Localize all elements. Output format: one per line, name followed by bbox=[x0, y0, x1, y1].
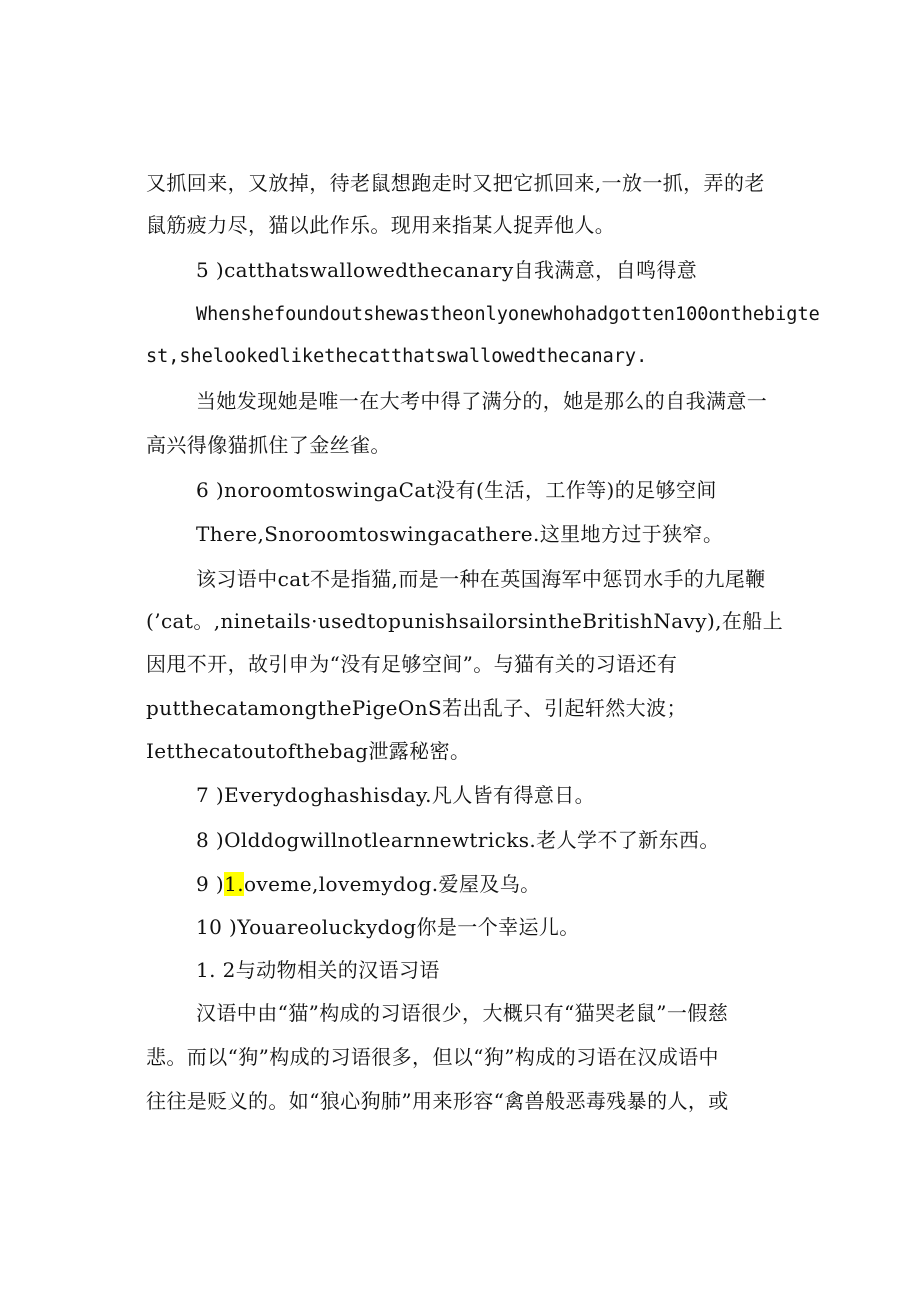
list-item-6: 6 )noroomtoswingaCat没有(生活，工作等)的足够空间 bbox=[196, 478, 717, 502]
text-line: (’cat。,ninetails·usedtopunishsailorsintheBritishNavy),在船上 bbox=[146, 609, 784, 633]
text-line: Ietthecatoutofthebag泄露秘密。 bbox=[146, 739, 471, 763]
translation-line: 当她发现她是唯一在大考中得了满分的，她是那么的自我满意一 bbox=[196, 389, 768, 413]
list-item-7: 7 )Everydoghashisday.凡人皆有得意日。 bbox=[196, 783, 596, 807]
text-line: 因甩不开，故引申为“没有足够空间”。与猫有关的习语还有 bbox=[146, 652, 678, 676]
list-item-number: 9 ) bbox=[196, 872, 225, 896]
list-item-8: 8 )Olddogwillnotlearnnewtricks.老人学不了新东西。 bbox=[196, 828, 720, 852]
text-line: 汉语中由“猫”构成的习语很少，大概只有“猫哭老鼠”一假慈 bbox=[196, 1001, 729, 1025]
list-item-text: oveme,lovemydog.爱屋及乌。 bbox=[243, 872, 541, 896]
text-line: 往往是贬义的。如“狼心狗肺”用来形容“禽兽般恶毒残暴的人，或 bbox=[146, 1089, 729, 1113]
list-item-9 bbox=[196, 870, 806, 898]
example-sentence: There,Snoroomtoswingacathere.这里地方过于狭窄。 bbox=[196, 522, 724, 546]
list-item-5: 5 )catthatswallowedthecanary自我满意，自鸣得意 bbox=[196, 258, 698, 282]
list-item-10: 10 )Youareoluckydog你是一个幸运儿。 bbox=[196, 915, 580, 939]
highlighted-text: 1. bbox=[224, 872, 244, 896]
section-heading: 1. 2与动物相关的汉语习语 bbox=[196, 958, 440, 982]
translation-line: 高兴得像猫抓住了金丝雀。 bbox=[146, 433, 391, 457]
text-line: putthecatamongthePigeOnS若出乱子、引起轩然大波； bbox=[146, 696, 687, 720]
text-line: 悲。而以“狗”构成的习语很多，但以“狗”构成的习语在汉成语中 bbox=[146, 1045, 719, 1069]
text-line: 该习语中cat不是指猫,而是一种在英国海军中惩罚水手的九尾鞭 bbox=[196, 567, 766, 591]
text-line: 鼠筋疲力尽，猫以此作乐。现用来指某人捉弄他人。 bbox=[146, 213, 616, 237]
example-sentence: Whenshefoundoutshewastheonlyonewhohadgotten100onthebigte bbox=[196, 304, 820, 325]
example-sentence: st,shelookedlikethecatthatswallowedthecanary. bbox=[146, 346, 648, 367]
text-line: 又抓回来，又放掉，待老鼠想跑走时又把它抓回来,一放一抓，弄的老 bbox=[146, 171, 765, 195]
